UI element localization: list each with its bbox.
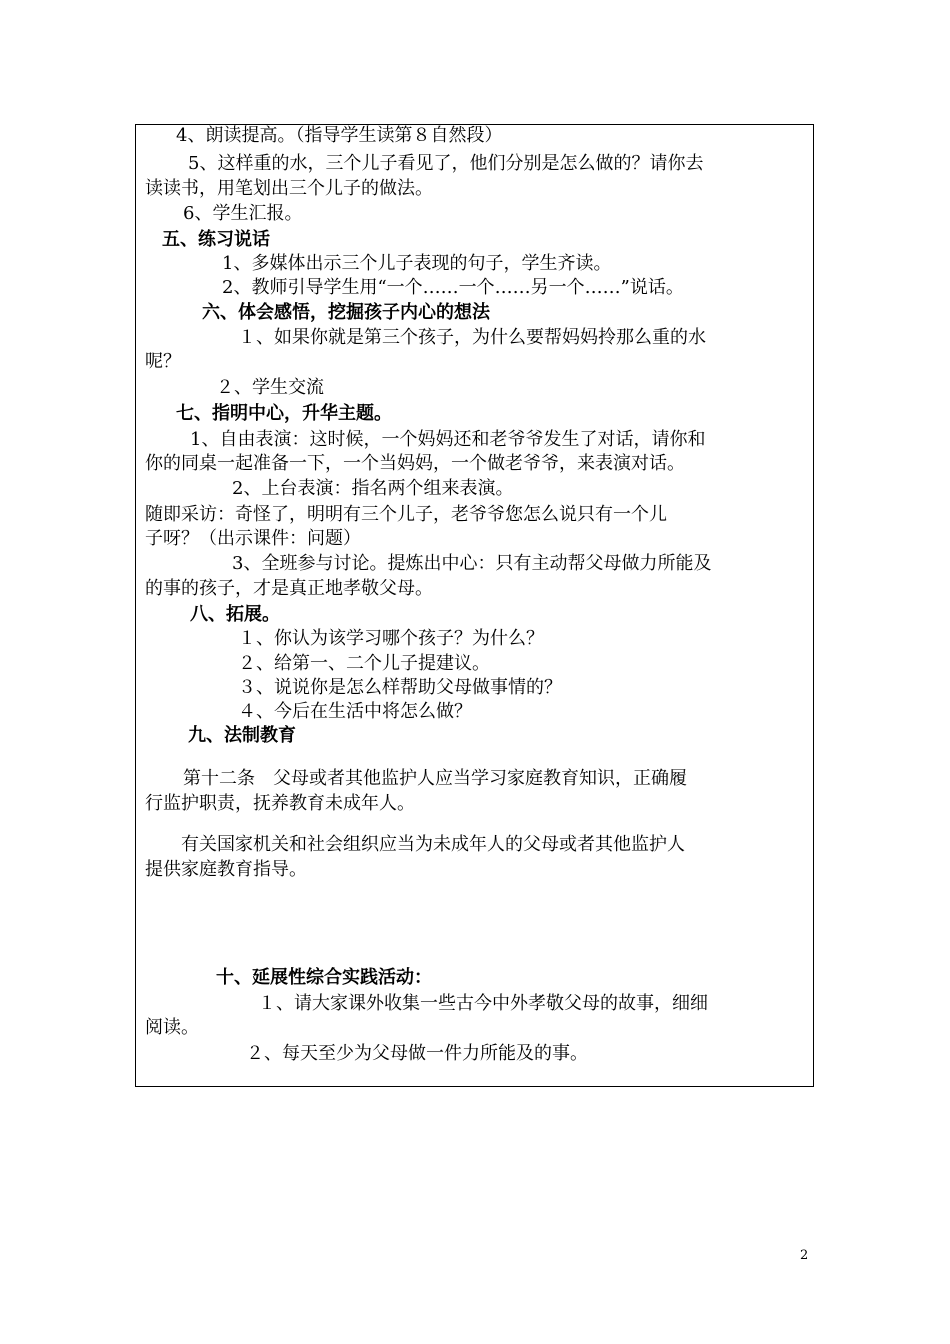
section-5-item-1: 1、多媒体出示三个儿子表现的句子，学生齐读。: [222, 253, 612, 274]
section-7-interview-cont: 子呀？（出示课件：问题）: [145, 528, 361, 549]
law-paragraph-2: 有关国家机关和社会组织应当为未成年人的父母或者其他监护人: [181, 834, 685, 855]
section-7-item-2: 2、上台表演：指名两个组来表演。: [232, 478, 514, 499]
step-5-question-cont: 读读书，用笔划出三个儿子的做法。: [145, 178, 433, 199]
section-8-heading: 八、拓展。: [190, 604, 280, 625]
step-5-question: 5、这样重的水，三个儿子看见了，他们分别是怎么做的？请你去: [188, 153, 704, 174]
section-6-item-1-cont: 呢？: [145, 351, 181, 372]
section-8-item-1: １、你认为该学习哪个孩子？为什么？: [238, 628, 544, 649]
section-8-item-2: ２、给第一、二个儿子提建议。: [238, 653, 490, 674]
section-5-item-2: 2、教师引导学生用“一个……一个……另一个……”说话。: [222, 277, 684, 298]
section-10-item-1: １、请大家课外收集一些古今中外孝敬父母的故事，细细: [258, 993, 708, 1014]
section-5-heading: 五、练习说话: [162, 229, 270, 250]
section-6-item-2: ２、学生交流: [216, 377, 324, 398]
section-7-item-1: 1、自由表演：这时候，一个妈妈还和老爷爷发生了对话，请你和: [190, 429, 706, 450]
page-number: 2: [800, 1248, 809, 1263]
law-paragraph-2-cont: 提供家庭教育指导。: [145, 859, 307, 880]
section-7-item-3-cont: 的事的孩子，才是真正地孝敬父母。: [145, 578, 433, 599]
section-7-item-1-cont: 你的同桌一起准备一下，一个当妈妈，一个做老爷爷，来表演对话。: [145, 453, 685, 474]
step-6-report: 6、学生汇报。: [183, 203, 303, 224]
section-9-heading: 九、法制教育: [188, 725, 296, 746]
step-4-reading: 4、朗读提高。（指导学生读第８自然段）: [176, 125, 503, 146]
section-10-item-2: ２、每天至少为父母做一件力所能及的事。: [246, 1043, 588, 1064]
section-8-item-3: ３、说说你是怎么样帮助父母做事情的？: [238, 677, 562, 698]
section-7-interview: 随即采访：奇怪了，明明有三个儿子，老爷爷您怎么说只有一个儿: [145, 504, 667, 525]
section-10-heading: 十、延展性综合实践活动：: [216, 967, 432, 988]
section-6-item-1: １、如果你就是第三个孩子，为什么要帮妈妈拎那么重的水: [238, 327, 706, 348]
section-6-heading: 六、体会感悟，挖掘孩子内心的想法: [202, 302, 490, 323]
law-article-12: 第十二条 父母或者其他监护人应当学习家庭教育知识，正确履: [183, 768, 687, 789]
law-article-12-cont: 行监护职责，抚养教育未成年人。: [145, 793, 415, 814]
section-7-item-3: 3、全班参与讨论。提炼出中心：只有主动帮父母做力所能及: [232, 553, 712, 574]
section-7-heading: 七、指明中心，升华主题。: [176, 403, 392, 424]
section-8-item-4: ４、今后在生活中将怎么做？: [238, 701, 472, 722]
section-10-item-1-cont: 阅读。: [145, 1017, 199, 1038]
